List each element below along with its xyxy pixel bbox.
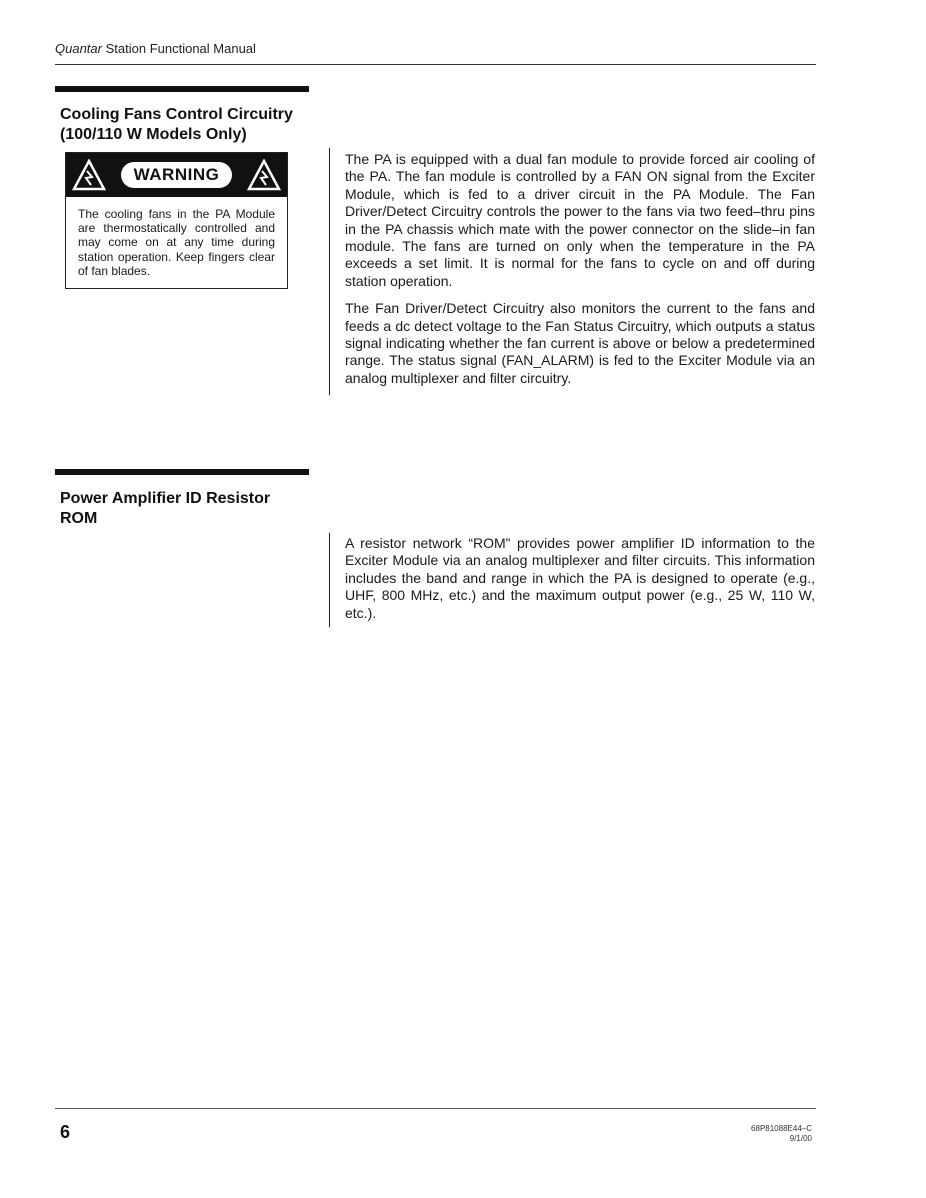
section-bar-pa-id-rom [55,469,309,475]
body-pa-id-rom [345,535,815,632]
page-number: 6 [60,1122,71,1142]
running-header [55,41,256,56]
change-bar-pa-id-rom [329,533,330,627]
header-title: Station Functional Manual [105,41,256,56]
section-title-line1: Power Amplifier ID Resistor [60,490,271,507]
section-title-line2: (100/110 W Models Only) [60,126,247,143]
warning-triangle-icon [247,159,281,191]
warning-label: WARNING [121,162,233,188]
warning-triangle-icon [72,159,106,191]
change-bar-cooling-fans [329,148,330,395]
paragraph: A resistor network “ROM” provides power amplifier ID information to the Exciter Module via an analog multiplexer and filter circuits. This information includes the band and range in which the PA is designed to operate (e.g., UHF, 800 MHz, etc.) and the maximum output power (e.g., 25 W, 110 W, etc.). [345,535,815,621]
section-title-cooling-fans [60,105,320,145]
warning-text: The cooling fans in the PA Module are thermostatically controlled and may come on at any time during station operation. Keep fingers clear of fan blades. [78,207,275,278]
body-cooling-fans [345,151,815,397]
paragraph: The Fan Driver/Detect Circuitry also monitors the current to the fans and feeds a dc detect voltage to the Fan Status Circuitry, which outputs a status signal indicating whether the fan current is above or below a predetermined range. The status signal (FAN_ALARM) is fed to the Exciter Module via an analog multiplexer and filter circuitry. [345,300,815,386]
paragraph: The PA is equipped with a dual fan module to provide forced air cooling of the PA. The fan module is controlled by a FAN ON signal from the Exciter Module, which is fed to a driver circuit in the PA Module. The Fan Driver/Detect Circuitry controls the power to the fans via two feed–thru pins in the PA chassis which mate with the power connector on the slide–in fan module. The fans are turned on only when the temperature in the PA exceeds a set limit. It is normal for the fans to cycle on and off during station operation. [345,151,815,289]
warning-banner [66,153,287,197]
doc-number-block [751,1124,812,1144]
header-rule [55,64,816,65]
doc-date: 9/1/00 [789,1134,812,1143]
section-title-pa-id-rom [60,489,320,529]
footer-rule [55,1108,816,1109]
warning-box [65,152,288,289]
header-brand: Quantar [55,41,102,56]
doc-number: 68P81088E44–C [751,1124,812,1133]
section-title-line1: Cooling Fans Control Circuitry [60,106,293,123]
section-title-line2: ROM [60,510,98,527]
section-bar-cooling-fans [55,86,309,92]
